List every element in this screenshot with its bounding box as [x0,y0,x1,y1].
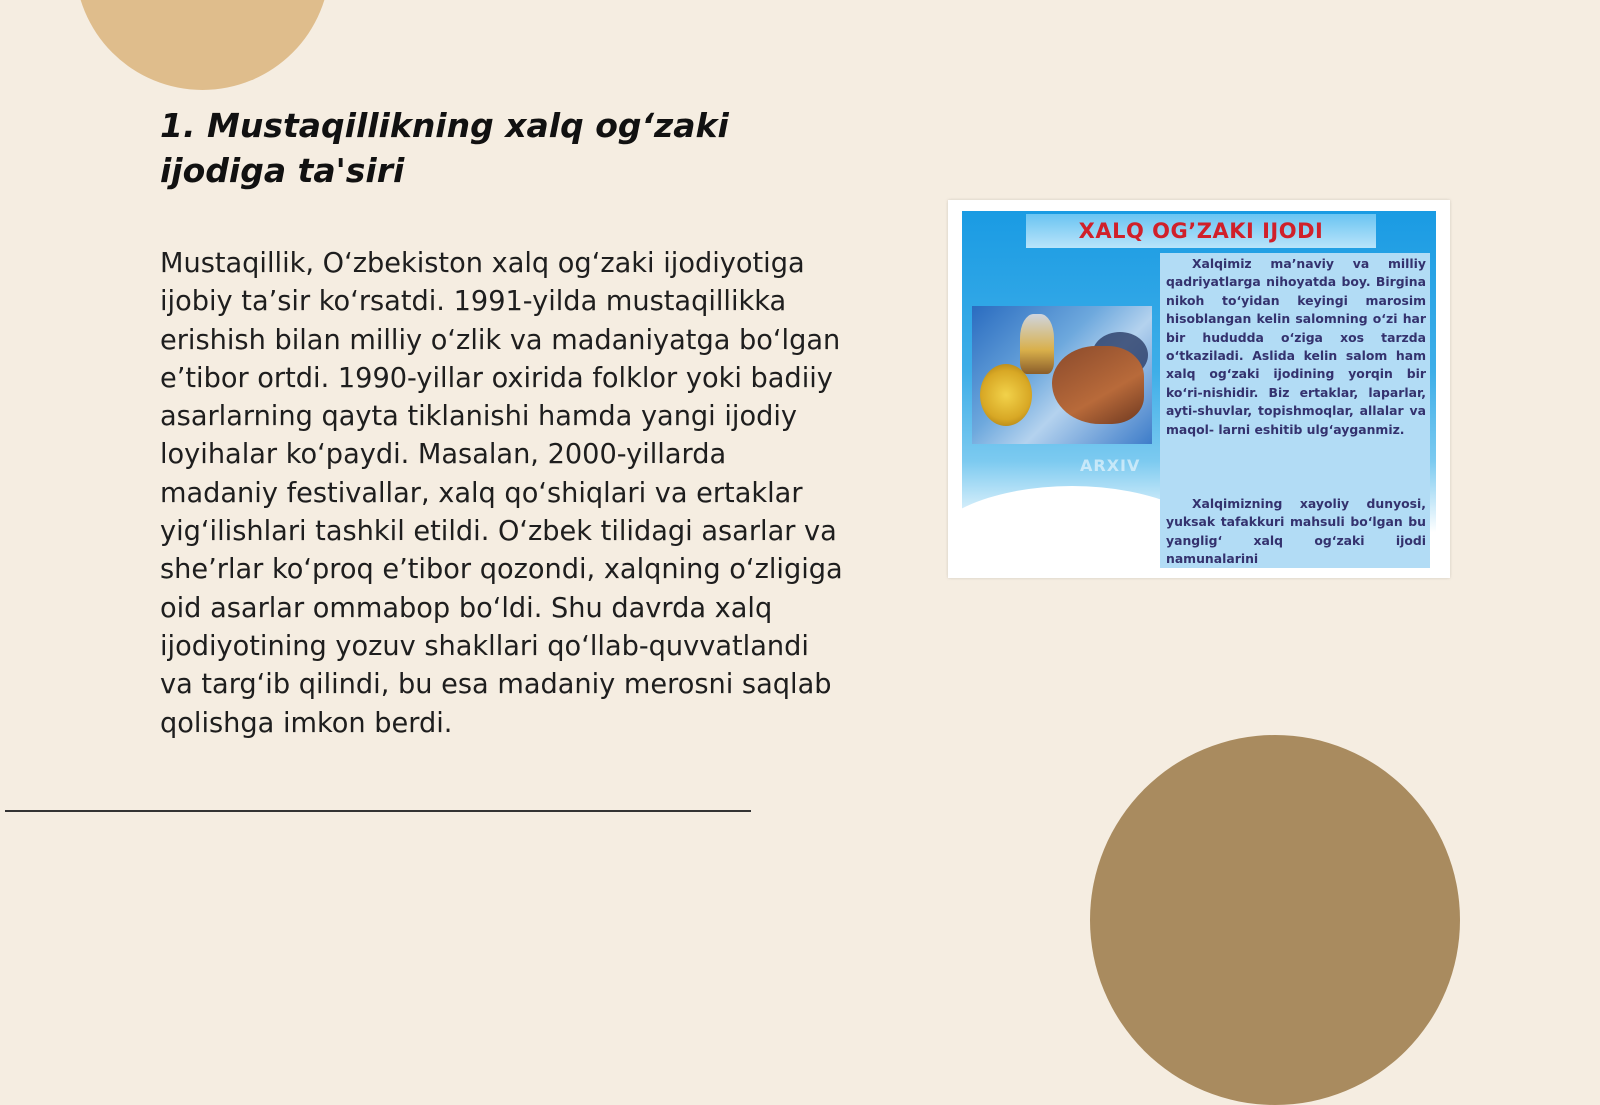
illustration-paragraph-2: Xalqimizning xayoliy dunyosi, yuksak tafakkuri mahsuli bo‘lgan bu yanglig‘ xalq og‘zaki ijodi namunalarini [1166,496,1426,567]
illustration-paragraph-1: Xalqimiz ma’naviy va milliy qadriyatlarga nihoyatda boy. Birgina nikoh to‘yidan keyingi marosim hisoblangan kelin salomning o‘zi har bir hududda o‘ziga xos tarzda o‘tkaziladi. Aslida kelin salom ham xalq og‘zaki ijodining yorqin bir ko‘ri-nishidir. Biz ertaklar, laparlar, ayti-shuvlar, topishmoqlar, allalar va maqol- larni eshitib ulg‘ayganmiz. [1166,256,1426,437]
slide-body-text: Mustaqillik, O‘zbekiston xalq og‘zaki ijodiyotiga ijobiy ta’sir ko‘rsatdi. 1991-yilda mustaqillikka erishish bilan milliy o‘zlik va madaniyatga bo‘lgan e’tibor ortdi. 1990-yillar oxirida folklor yoki badiiy asarlarning qayta tiklanishi hamda yangi ijodiy loyihalar ko‘paydi. Masalan, 2000-yillarda madaniy festivallar, xalq qo‘shiqlari va ertaklar yig‘ilishlari tashkil etildi. O‘zbek tilidagi asarlar va she’rlar ko‘proq e’tibor qozondi, xalqning o‘zligiga oid asarlar ommabop bo‘ldi. Shu davrda xalq ijodiyotining yozuv shakllari qo‘llab-quvvatlandi va targ‘ib qilindi, bu esa madaniy merosni saqlab qolishga imkon berdi. [160,248,843,739]
divider-line [5,810,751,812]
illustration-canvas [962,211,1436,568]
watermark-text: ARXIV [1080,456,1141,475]
decor-circle-bottom [1090,735,1460,1105]
illustration-image [948,200,1450,578]
illustration-text-box [1160,253,1430,568]
decor-circle-top [75,0,330,90]
illustration-heading: XALQ OG’ZAKI IJODI [1026,214,1376,248]
shield-shape [980,364,1032,426]
horse-shape [1052,346,1144,424]
warrior-horse-picture [972,306,1152,444]
slide-title: 1. Mustaqillikning xalq og‘zaki ijodiga ta'siri [160,106,729,190]
watermark-text-bottom: ARXIV [1088,549,1149,568]
rider-shape [1020,314,1054,374]
